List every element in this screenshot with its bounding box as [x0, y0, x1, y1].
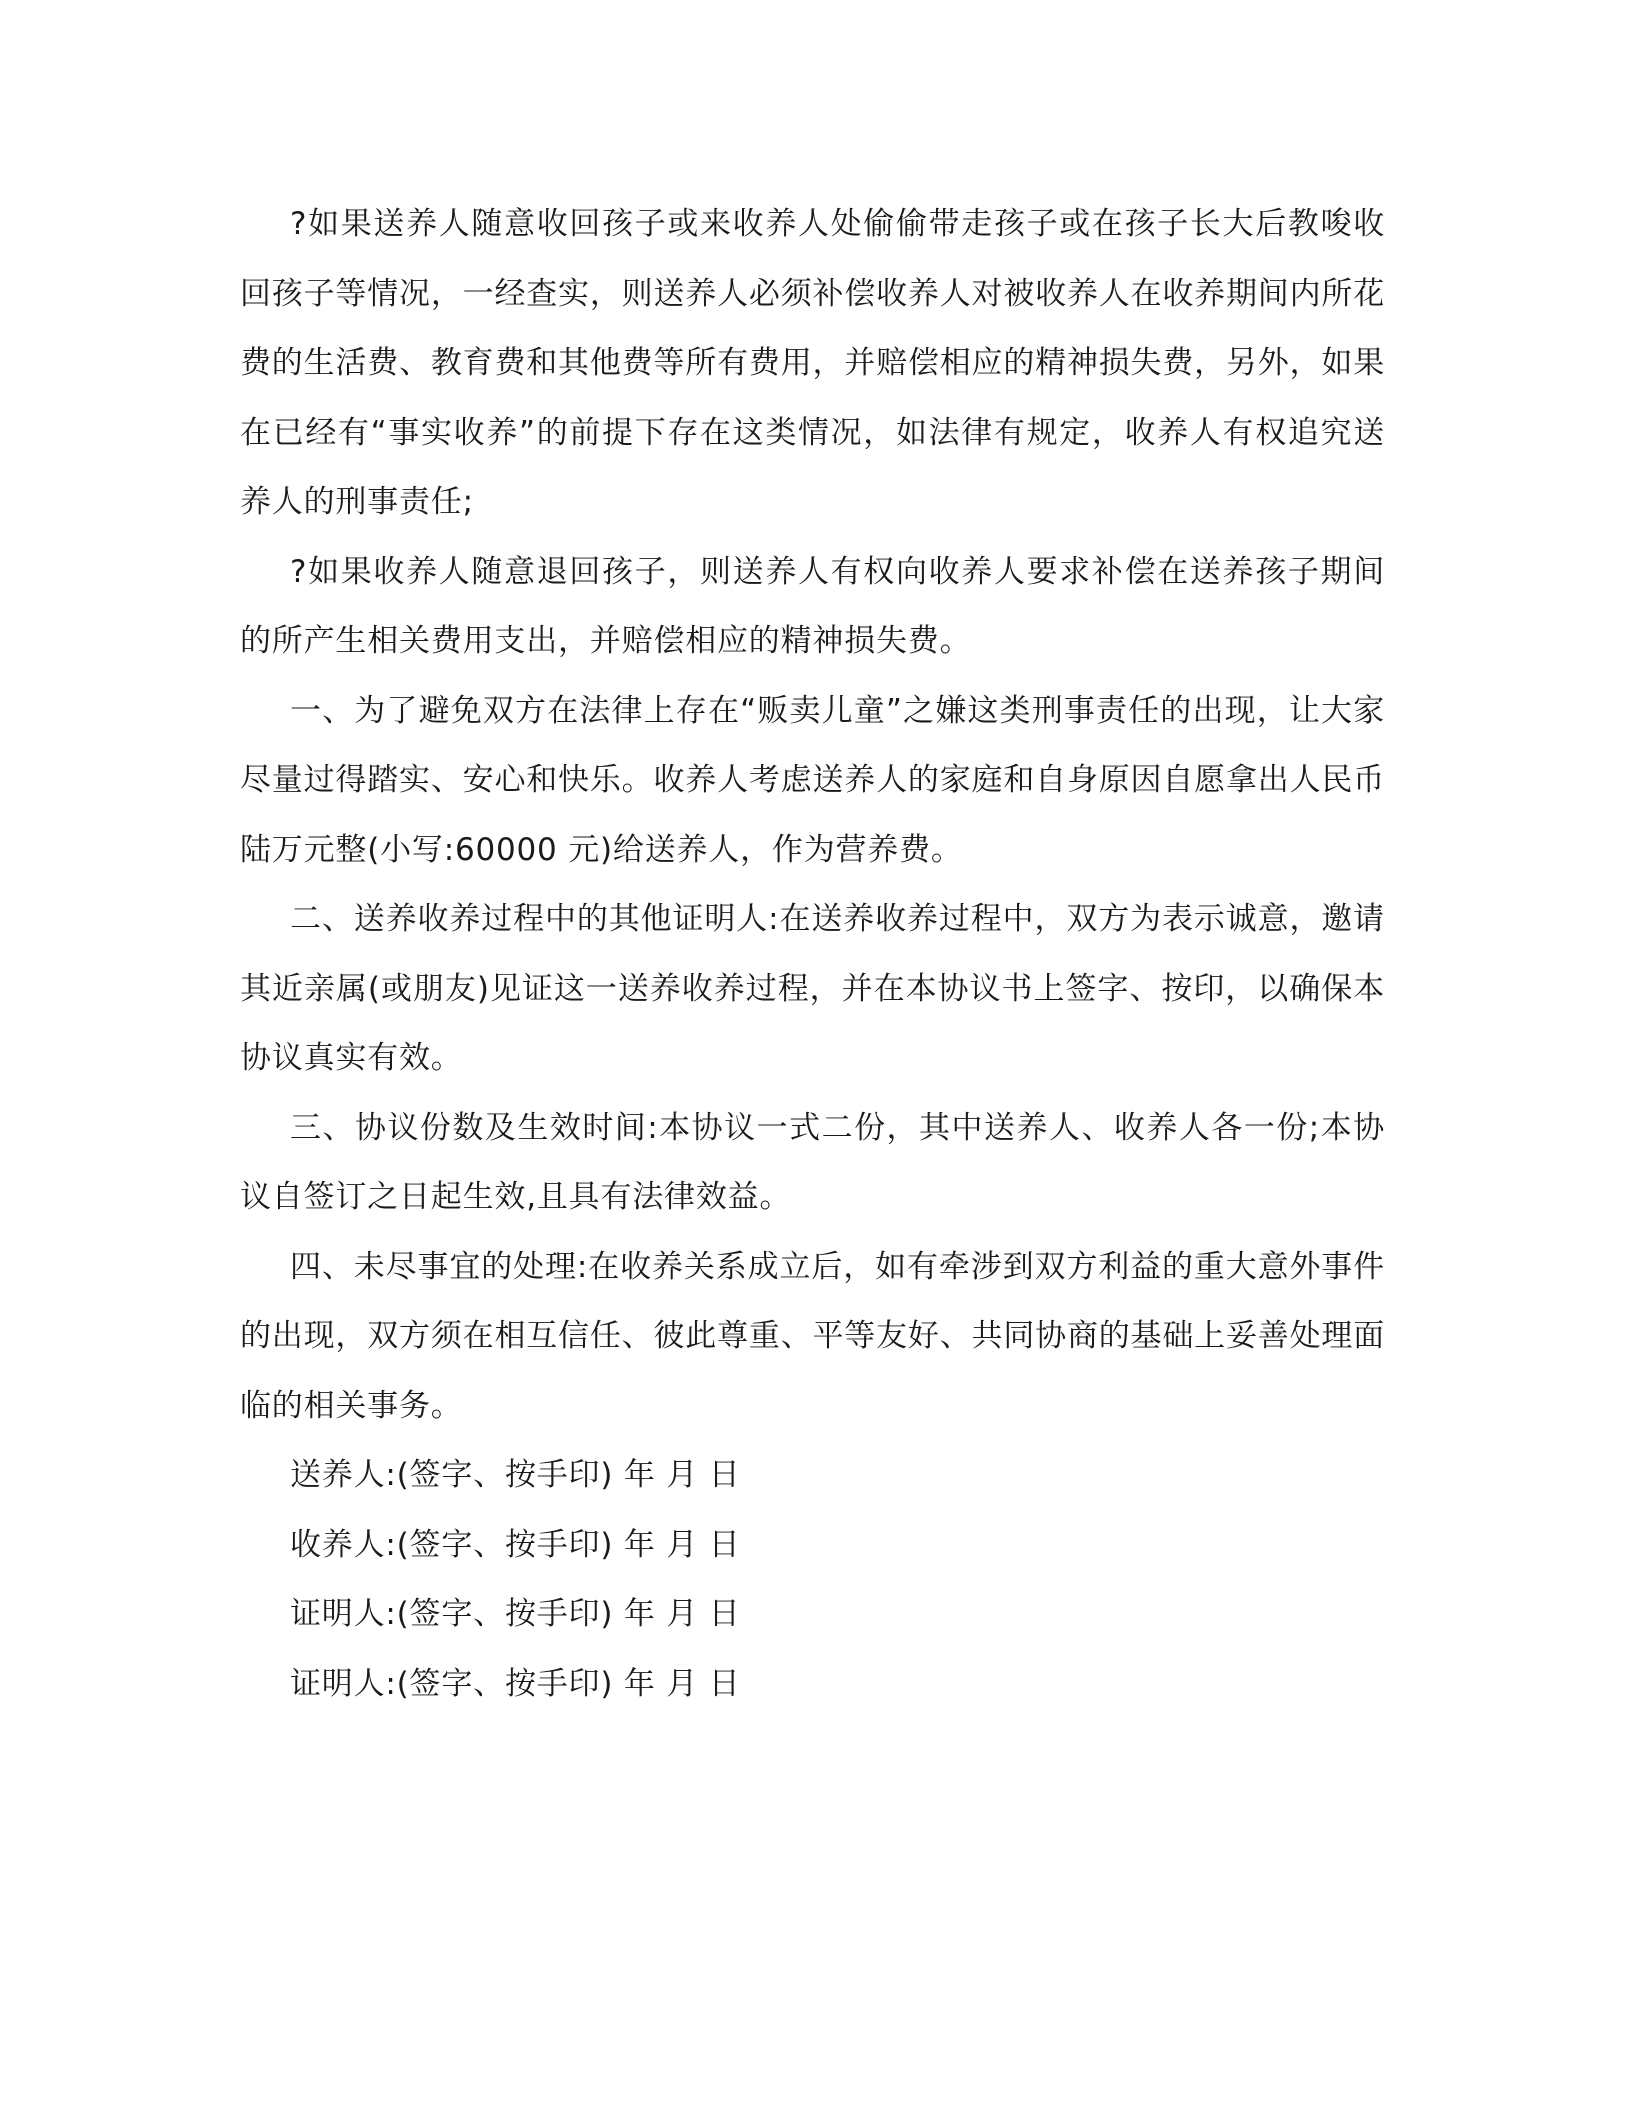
signature-line-witness: 证明人:(签字、按手印) 年 月 日 [290, 1665, 741, 1702]
paragraph-reclaim-child-clause: ?如果送养人随意收回孩子或来收养人处偷偷带走孩子或在孩子长大后教唆收回孩子等情况，一经查实，则送养人必须补偿收养人对被收养人在收养期间内所花费的生活费、教育费和其他费等所有费用，并赔偿相应的精神损失费，另外，如果在已经有“事实收养”的前提下存在这类情况，如法律有规定，收养人有权追究送养人的刑事责任; [240, 206, 1385, 520]
paragraph-clause-1-nutrition-fee: 一、为了避免双方在法律上存在“贩卖儿童”之嫌这类刑事责任的出现，让大家尽量过得踏实、安心和快乐。收养人考虑送养人的家庭和自身原因自愿拿出人民币陆万元整(小写:60000 元)给送养人，作为营养费。 [240, 692, 1385, 868]
signature-line-sender: 送养人:(签字、按手印) 年 月 日 [290, 1457, 741, 1493]
paragraph-return-child-clause: ?如果收养人随意退回孩子，则送养人有权向收养人要求补偿在送养孩子期间的所产生相关费用支出，并赔偿相应的精神损失费。 [240, 553, 1385, 659]
paragraph-clause-4-unresolved-matters: 四、未尽事宜的处理:在收养关系成立后，如有牵涉到双方利益的重大意外事件的出现，双方须在相互信任、彼此尊重、平等友好、共同协商的基础上妥善处理面临的相关事务。 [240, 1248, 1385, 1424]
paragraph-clause-3-copies-effect: 三、协议份数及生效时间:本协议一式二份，其中送养人、收养人各一份;本协议自签订之日起生效,且具有法律效益。 [240, 1109, 1385, 1215]
signature-line-adopter: 收养人:(签字、按手印) 年 月 日 [290, 1526, 741, 1563]
document-body [240, 190, 1385, 1719]
paragraph-clause-2-witnesses: 二、送养收养过程中的其他证明人:在送养收养过程中，双方为表示诚意，邀请其近亲属(或朋友)见证这一送养收养过程，并在本协议书上签字、按印，以确保本协议真实有效。 [240, 901, 1385, 1076]
signature-line-witness: 证明人:(签字、按手印) 年 月 日 [290, 1596, 741, 1632]
